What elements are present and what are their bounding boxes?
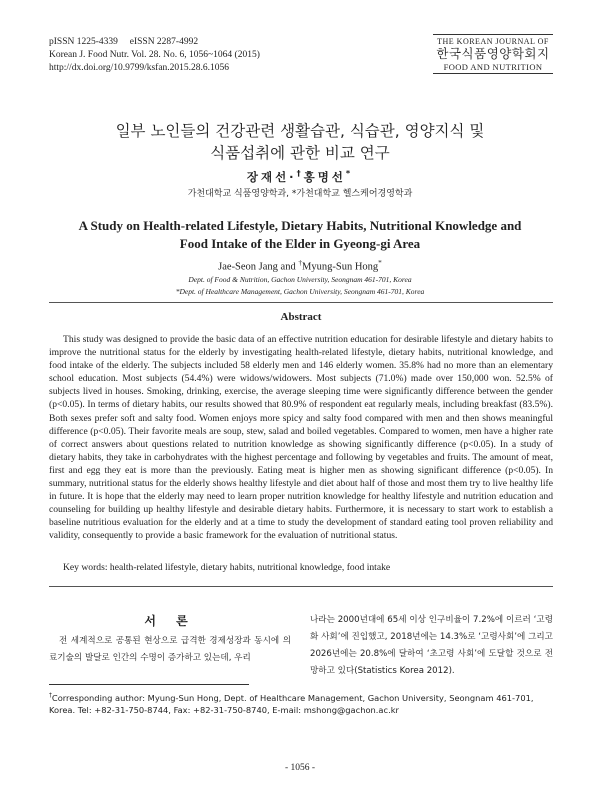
author-en-2: Myung-Sun Hong: [302, 261, 379, 273]
divider-bottom: [49, 586, 553, 587]
issn-line: pISSN 1225-4339 eISSN 2287-4992: [49, 37, 199, 47]
citation-line: Korean J. Food Nutr. Vol. 28. No. 6, 1056~1064 (2015): [49, 50, 260, 60]
footnote-rule: [49, 684, 249, 685]
intro-paragraph: 전 세계적으로 공통된 현상으로 급격한 경제성장과 동시에 의료기술의 발달로 인간의 수명이 증가하고 있는데, 우리: [49, 636, 291, 663]
footnote-mark: †: [49, 693, 52, 699]
journal-logo: [433, 34, 553, 74]
authors-korean: [60, 169, 540, 185]
journal-name-en-top: THE KOREAN JOURNAL OF: [433, 34, 553, 46]
abstract-body: [49, 333, 553, 543]
author-en-1: Jae-Seon Jang and: [218, 261, 299, 273]
page-number: - 1056 -: [284, 763, 316, 773]
affiliation-english-2: *Dept. of Healthcare Management, Gachon University, Seongnam 461-701, Korea: [175, 287, 425, 296]
abstract-heading: Abstract: [280, 311, 322, 323]
title-korean: [60, 120, 540, 164]
journal-name-kr: 한국식품영양학회지: [436, 46, 550, 61]
publication-meta: [49, 36, 260, 75]
author-kr-1: 장재선·: [246, 170, 297, 184]
journal-name-en-bottom: FOOD AND NUTRITION: [433, 62, 553, 74]
intro-left-column: [49, 612, 291, 667]
divider-top: [49, 302, 553, 303]
affiliation-korean: 가천대학교 식품영양학과, *가천대학교 헬스케어경영학과: [187, 189, 413, 199]
intro-right-column: 나라는 2000년대에 65세 이상 인구비율이 7.2%에 이르러 ‘고령화 사회’에 진입했고, 2018년에는 14.3%로 ‘고령사회’에 그리고 2026년에는 20.8%에 달하여 ‘초고령 사회’에 도달할 것으로 전망하고 있다(Statistics Korea 2012).: [310, 615, 553, 676]
title-english-line2: Food Intake of the Elder in Gyeong-gi Area: [179, 236, 421, 251]
author-kr-2: 홍명선: [303, 170, 346, 184]
affiliation-english-1: Dept. of Food & Nutrition, Gachon University, Seongnam 461-701, Korea: [188, 275, 412, 284]
affiliation-english: [60, 274, 540, 298]
keywords: Key words: health-related lifestyle, dietary habits, nutritional knowledge, food intake: [63, 562, 391, 573]
doi-link[interactable]: http://dx.doi.org/10.9799/ksfan.2015.28.6.1056: [49, 63, 230, 73]
title-english-line1: A Study on Health-related Lifestyle, Dietary Habits, Nutritional Knowledge and: [78, 218, 522, 233]
authors-english: [60, 258, 540, 273]
footnote-text: Corresponding author: Myung-Sun Hong, Dept. of Healthcare Management, Gachon University, Seongnam 461-701, Korea. Tel: +82-31-750-8744, Fax: +82-31-750-8740, E-mail: mshong@gachon.ac.kr: [49, 692, 534, 716]
title-english: [60, 217, 540, 253]
section-heading: 서 론: [144, 614, 196, 628]
title-korean-line2: 식품섭취에 관한 비교 연구: [210, 144, 390, 162]
corresponding-mark: †: [296, 169, 304, 179]
corresponding-mark: †: [298, 258, 303, 267]
affiliation-mark: *: [378, 258, 382, 267]
abstract-paragraph: This study was designed to provide the basic data of an effective nutrition education for desirable lifestyle and dietary habits to improve the nutritional status for the elderly by investigating health-related lifestyle, dietary habits, nutritional knowledge, and food intake of the elderly. The subjects included 58 elderly men and 146 elderly women. 35.8% had no more than an elementary school education. Most subjects (54.4%) were widows/widowers. Most subjects (71.0%) made over 150,000 won. 52.5% of subjects lived in houses. Smoking, drinking, exercise, the average sleeping time were significantly difference between the gender (p<0.05). In terms of dietary habits, our results showed that 80.9% of respondent eat regularly meals, including breakfast (83.5%). Both sexes prefer soft and salty food. Women enjoys more spicy and salty food compared with men and then shows meaningful difference (p<0.05). Their favorite meals are soup, stew, salad and boiled vegetables. Compared to women, men have a higher rate of correct answers about questions related to nutrition knowledge as showing significantly difference (p<0.05). In a study of dietary habits, they take in carbohydrates with the highest percentage and following by vegetables and fruits. The amount of meat, first and egg they eat is more than the previously. Eating meat is higher men as showing significant difference (p<0.05). In summary, nutritional status for the elderly shows healthy lifestyle and diet about half of those and most them try to live healthy life in future. It is hope that the elderly may need to learn proper nutrition knowledge for healthy lifestyle and nutrition education and counseling for building up healthy lifestyle and desirable dietary habits. Furthermore, it is necessary to start work to establish a baseline nutritious evaluation for the elderly and at a time to study the development of standard eating tool proven reliability and validity, consequently to provide a basic framework for the evaluation of nutritional status.: [49, 334, 553, 542]
footnote: [49, 690, 553, 717]
title-korean-line1: 일부 노인들의 건강관련 생활습관, 식습관, 영양지식 및: [115, 122, 485, 140]
affiliation-mark: *: [345, 169, 354, 179]
